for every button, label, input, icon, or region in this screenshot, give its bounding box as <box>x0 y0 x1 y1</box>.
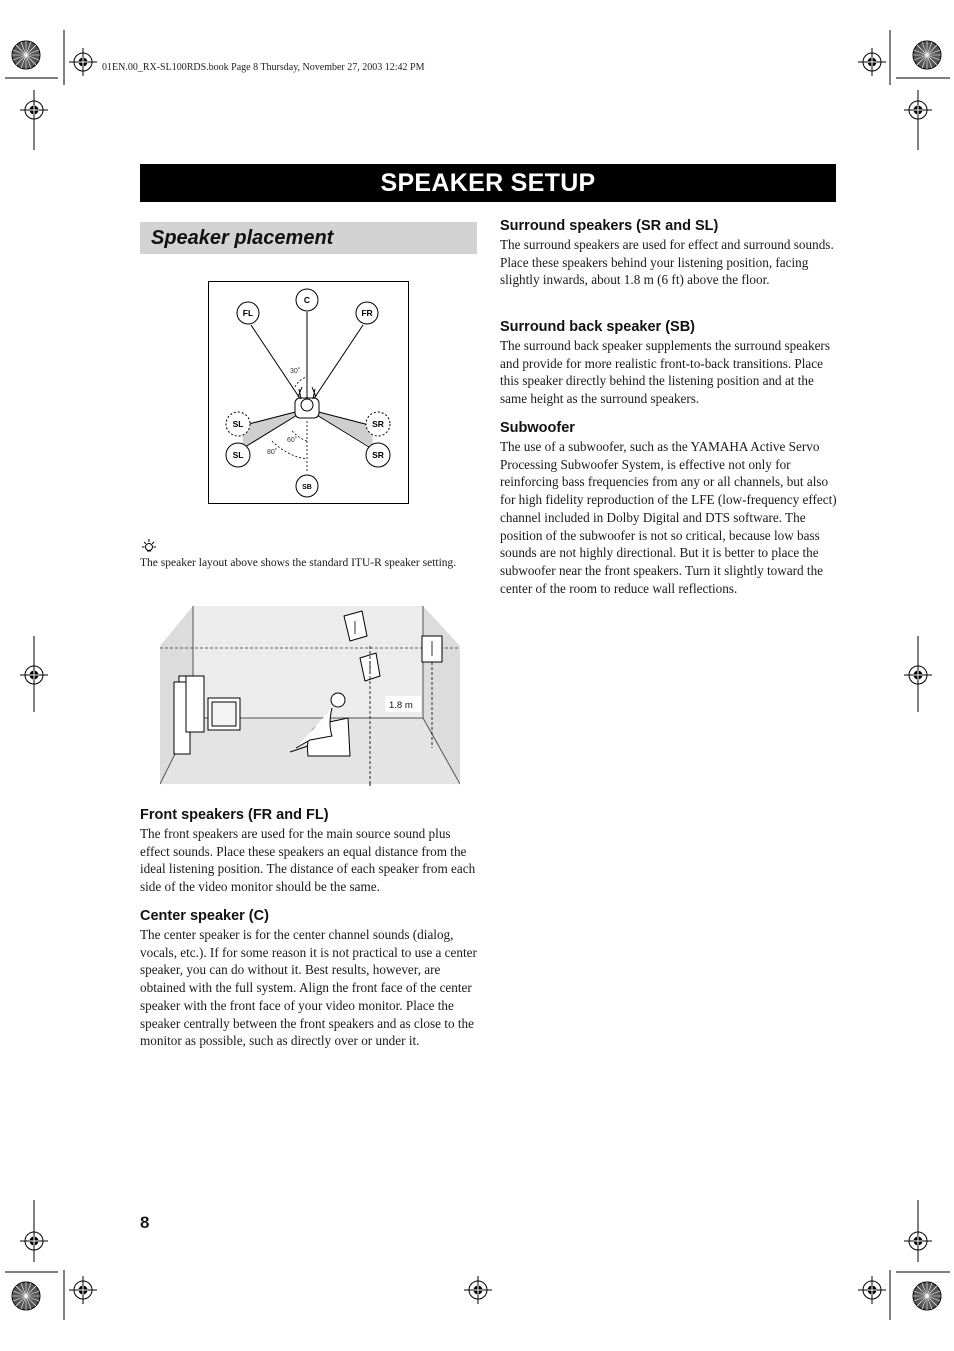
speaker-label-sr: SR <box>372 450 384 460</box>
center-speaker-body: The center speaker is for the center channel sounds (dialog, vocals, etc.). If for some reason it is not practical to use a center speaker, you can do without it. Best results, however, are obtained with the full system. Align the front face of the center speaker with the front face of your video monitor. Place the speaker centrally between the front speakers and as close to the monitor as possible, such as directly over or under it. <box>140 927 477 1049</box>
print-header: 01EN.00_RX-SL100RDS.book Page 8 Thursday, November 27, 2003 12:42 PM <box>102 62 425 73</box>
registration-star-icon <box>913 41 941 69</box>
page-number: 8 <box>140 1213 150 1232</box>
speaker-label-sl: SL <box>232 450 244 460</box>
registration-mark-icon <box>20 1227 48 1255</box>
registration-mark-icon <box>858 48 886 76</box>
registration-star-icon <box>12 41 40 69</box>
center-speaker-section <box>140 907 478 1050</box>
registration-mark-icon <box>20 96 48 124</box>
speaker-label-fl: FL <box>242 308 254 318</box>
speaker-label-sr: SR <box>372 419 384 429</box>
registration-mark-icon <box>20 661 48 689</box>
angle-label-80: 80˚ <box>267 449 278 456</box>
speaker-label-fr: FR <box>361 308 373 318</box>
registration-mark-icon <box>904 661 932 689</box>
speaker-label-c: C <box>303 295 311 305</box>
tip-lightbulb-icon <box>140 538 160 554</box>
height-label: 1.8 m <box>389 700 413 711</box>
subwoofer-body: The use of a subwoofer, such as the YAMAHA Active Servo Processing Subwoofer System, is effective not only for reinforcing bass frequencies from any or all channels, but also for high fidelity reproduction of the LFE (low-frequency effect) channel included in Dolby Digital and DTS software. The position of the subwoofer is not so critical, because low bass sounds are not highly directional. But it is better to place the subwoofer near the front speakers. Turn it slightly toward the center of the room to reduce wall reflections. <box>500 439 837 596</box>
room-illustration <box>160 606 460 786</box>
speaker-label-sb: SB <box>302 484 312 491</box>
registration-mark-icon <box>904 1227 932 1255</box>
surround-speakers-section <box>500 217 838 289</box>
surround-back-speaker-body: The surround back speaker supplements the surround speakers and provide for more realistic front-to-back transitions. Place this speaker directly behind the listening position and at the same height as the surround speakers. <box>500 338 830 407</box>
surround-back-speaker-section <box>500 318 838 408</box>
surround-speakers-heading: Surround speakers (SR and SL) <box>500 218 719 234</box>
section-title: Speaker placement <box>151 226 334 249</box>
front-speakers-heading: Front speakers (FR and FL) <box>140 807 329 823</box>
front-speakers-body: The front speakers are used for the main source sound plus effect sounds. Place these speakers an equal distance from the ideal listening position. The distance of each speaker from each side of the video monitor should be the same. <box>140 826 476 895</box>
tip-text: The speaker layout above shows the standard ITU-R speaker setting. <box>140 557 457 569</box>
subwoofer-section <box>500 419 838 597</box>
registration-mark-icon <box>904 96 932 124</box>
registration-star-icon <box>12 1282 40 1310</box>
registration-star-icon <box>913 1282 941 1310</box>
page-title: SPEAKER SETUP <box>380 168 596 197</box>
page-title-bar <box>140 164 836 202</box>
subwoofer-heading: Subwoofer <box>500 420 575 436</box>
registration-mark-icon <box>858 1276 886 1304</box>
registration-mark-icon <box>464 1276 492 1304</box>
surround-speakers-body: The surround speakers are used for effect and surround sounds. Place these speakers behind your listening position, facing slightly inwards, about 1.8 m (6 ft) above the floor. <box>500 237 834 288</box>
angle-label-60: 60˚ <box>287 437 298 444</box>
speaker-layout-diagram <box>207 281 410 505</box>
registration-mark-icon <box>69 1276 97 1304</box>
speaker-label-sl: SL <box>232 419 244 429</box>
surround-back-speaker-heading: Surround back speaker (SB) <box>500 319 695 335</box>
center-speaker-heading: Center speaker (C) <box>140 908 269 924</box>
section-heading-box <box>140 222 477 254</box>
front-speakers-section <box>140 806 478 896</box>
angle-label-30: 30˚ <box>290 368 301 375</box>
registration-mark-icon <box>69 48 97 76</box>
